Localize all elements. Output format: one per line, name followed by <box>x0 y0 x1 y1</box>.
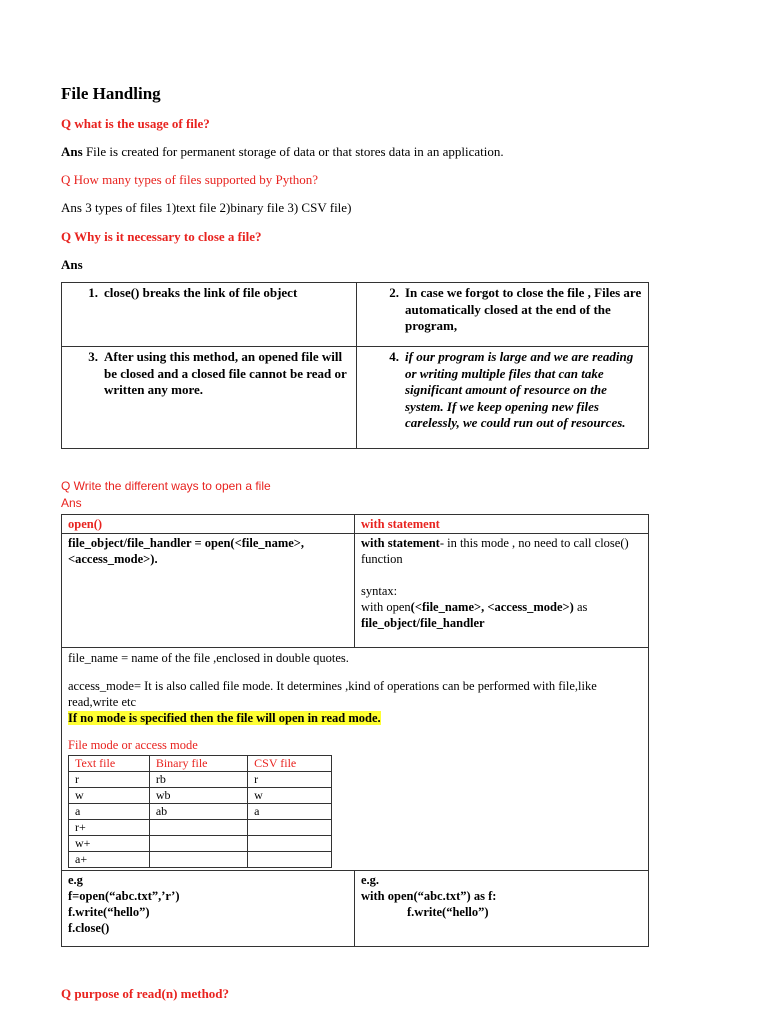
header-with-statement: with statement <box>355 515 649 534</box>
file-name-desc: file_name = name of the file ,enclosed in double quotes. <box>68 651 349 665</box>
syntax-label: syntax: <box>361 584 398 598</box>
header-open: open() <box>62 515 355 534</box>
open-methods-table <box>61 514 649 947</box>
question-close-file: Q Why is it necessary to close a file? <box>61 229 262 244</box>
parameters-cell <box>62 648 649 871</box>
answer-prefix: Ans <box>61 144 83 159</box>
example-line: e.g <box>68 873 83 887</box>
close-reasons-table <box>61 282 649 449</box>
mode-table-title: File mode or access mode <box>68 738 198 752</box>
mode-header-binary: Binary file <box>149 756 247 772</box>
example-line: f.close() <box>68 921 110 935</box>
close-reason-3: 3. After using this method, an opened file will be closed and a closed file cannot be read or written any more. <box>88 349 347 397</box>
file-mode-table <box>68 755 332 868</box>
table-row: r rb r <box>69 772 332 788</box>
example-line: f=open(“abc.txt”,’r’) <box>68 889 180 903</box>
mode-header-text: Text file <box>69 756 150 772</box>
close-reason-cell-3 <box>62 347 357 449</box>
table-row: w wb w <box>69 788 332 804</box>
table-row: r+ <box>69 820 332 836</box>
mode-header-row <box>69 756 332 772</box>
with-example-cell <box>355 871 649 947</box>
answer-close-file-label: Ans <box>61 257 83 272</box>
example-line: f.write(“hello”) <box>68 905 150 919</box>
page-title: File Handling <box>61 84 161 103</box>
with-syntax-line: with open(<file_name>, <access_mode>) as <box>361 600 588 614</box>
question-read-method: Q purpose of read(n) method? <box>61 986 230 1001</box>
close-reason-1: 1. close() breaks the link of file object <box>88 285 298 300</box>
question-usage-of-file: Q what is the usage of file? <box>61 116 210 131</box>
table-row: a ab a <box>69 804 332 820</box>
open-example-cell <box>62 871 355 947</box>
mode-header-csv: CSV file <box>248 756 332 772</box>
answer-open-file-label: Ans <box>61 496 82 510</box>
open-syntax-cell: file_object/file_handler = open(<file_name>, <access_mode>). <box>62 534 355 648</box>
table-row: a+ <box>69 852 332 868</box>
close-reason-cell-4 <box>357 347 649 449</box>
access-mode-desc: access_mode= It is also called file mode. It determines ,kind of operations can be performed with file,like read,write etc <box>68 679 597 709</box>
answer-file-types: Ans 3 types of files 1)text file 2)binary file 3) CSV file) <box>61 200 352 215</box>
answer-text: File is created for permanent storage of data or that stores data in an application. <box>82 144 504 159</box>
example-line: f.write(“hello”) <box>407 905 489 919</box>
close-reason-cell-2 <box>357 283 649 347</box>
read-mode-note: If no mode is specified then the file will open in read mode. <box>68 711 381 725</box>
close-reason-2: 2. In case we forgot to close the file , Files are automatically closed at the end of the program, <box>389 285 642 333</box>
close-reason-cell-1 <box>62 283 357 347</box>
answer-usage-of-file <box>61 144 504 160</box>
with-syntax-line-2: file_object/file_handler <box>361 616 485 630</box>
question-open-file: Q Write the different ways to open a file <box>61 479 271 493</box>
close-reason-4: 4. if our program is large and we are reading or writing multiple files that can take significant amount of resource on the system. If we keep opening new files carelessly, we could run out of resources. <box>389 349 634 430</box>
question-file-types: Q How many types of files supported by Python? <box>61 172 319 187</box>
example-line: with open(“abc.txt”) as f: <box>361 889 497 903</box>
example-line: e.g. <box>361 873 380 887</box>
table-row: w+ <box>69 836 332 852</box>
with-statement-desc: with statement- in this mode , no need to call close() function <box>361 536 629 566</box>
with-statement-cell <box>355 534 649 648</box>
